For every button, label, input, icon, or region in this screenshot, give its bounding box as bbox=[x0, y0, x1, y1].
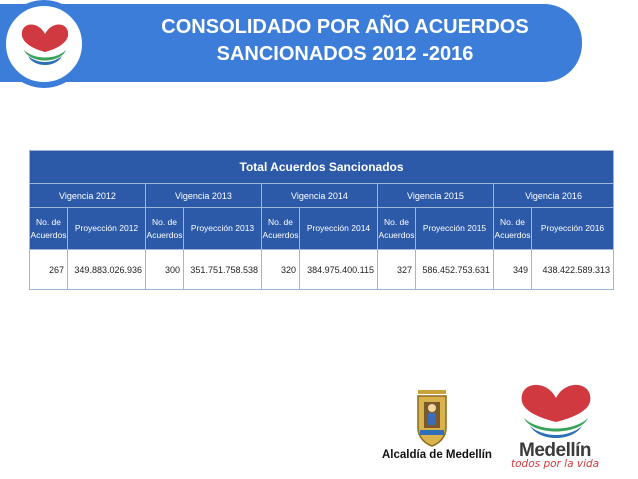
projection-value-2016: 438.422.589.313 bbox=[532, 250, 614, 290]
count-header-2015: No. de Acuerdos bbox=[378, 208, 416, 250]
count-value-2012: 267 bbox=[30, 250, 68, 290]
projection-header-2012: Proyección 2012 bbox=[68, 208, 146, 250]
table-row bbox=[30, 250, 614, 290]
medellin-slogan: todos por la vida bbox=[511, 458, 600, 470]
alcaldia-label: Alcaldía de Medellín bbox=[382, 449, 492, 461]
count-header-2013: No. de Acuerdos bbox=[146, 208, 184, 250]
medellin-logo-icon bbox=[514, 378, 598, 442]
vigencia-header-2016: Vigencia 2016 bbox=[494, 184, 614, 208]
count-header-2014: No. de Acuerdos bbox=[262, 208, 300, 250]
count-value-2013: 300 bbox=[146, 250, 184, 290]
page-title-line-2: SANCIONADOS 2012 -2016 bbox=[216, 43, 474, 65]
count-value-2014: 320 bbox=[262, 250, 300, 290]
projection-value-2012: 349.883.026.936 bbox=[68, 250, 146, 290]
projection-header-2015: Proyección 2015 bbox=[416, 208, 494, 250]
count-value-2015: 327 bbox=[378, 250, 416, 290]
page-title bbox=[110, 14, 580, 68]
count-value-2016: 349 bbox=[494, 250, 532, 290]
medellin-heart-logo bbox=[0, 0, 88, 88]
table-title: Total Acuerdos Sancionados bbox=[30, 151, 614, 184]
vigencia-header-2013: Vigencia 2013 bbox=[146, 184, 262, 208]
projection-value-2015: 586.452.753.631 bbox=[416, 250, 494, 290]
vigencia-header-2015: Vigencia 2015 bbox=[378, 184, 494, 208]
projection-value-2013: 351.751.758.538 bbox=[184, 250, 262, 290]
vigencia-header-2014: Vigencia 2014 bbox=[262, 184, 378, 208]
projection-header-2014: Proyección 2014 bbox=[300, 208, 378, 250]
count-header-2016: No. de Acuerdos bbox=[494, 208, 532, 250]
heart-icon bbox=[18, 16, 72, 72]
coat-of-arms-icon bbox=[414, 388, 450, 448]
count-header-2012: No. de Acuerdos bbox=[30, 208, 68, 250]
projection-header-2016: Proyección 2016 bbox=[532, 208, 614, 250]
projection-value-2014: 384.975.400.115 bbox=[300, 250, 378, 290]
agreements-table-container bbox=[29, 150, 613, 290]
page-title-line-1: CONSOLIDADO POR AÑO ACUERDOS bbox=[161, 16, 529, 38]
agreements-table bbox=[29, 150, 614, 290]
projection-header-2013: Proyección 2013 bbox=[184, 208, 262, 250]
vigencia-header-2012: Vigencia 2012 bbox=[30, 184, 146, 208]
medellin-wordmark: Medellín bbox=[519, 440, 592, 461]
